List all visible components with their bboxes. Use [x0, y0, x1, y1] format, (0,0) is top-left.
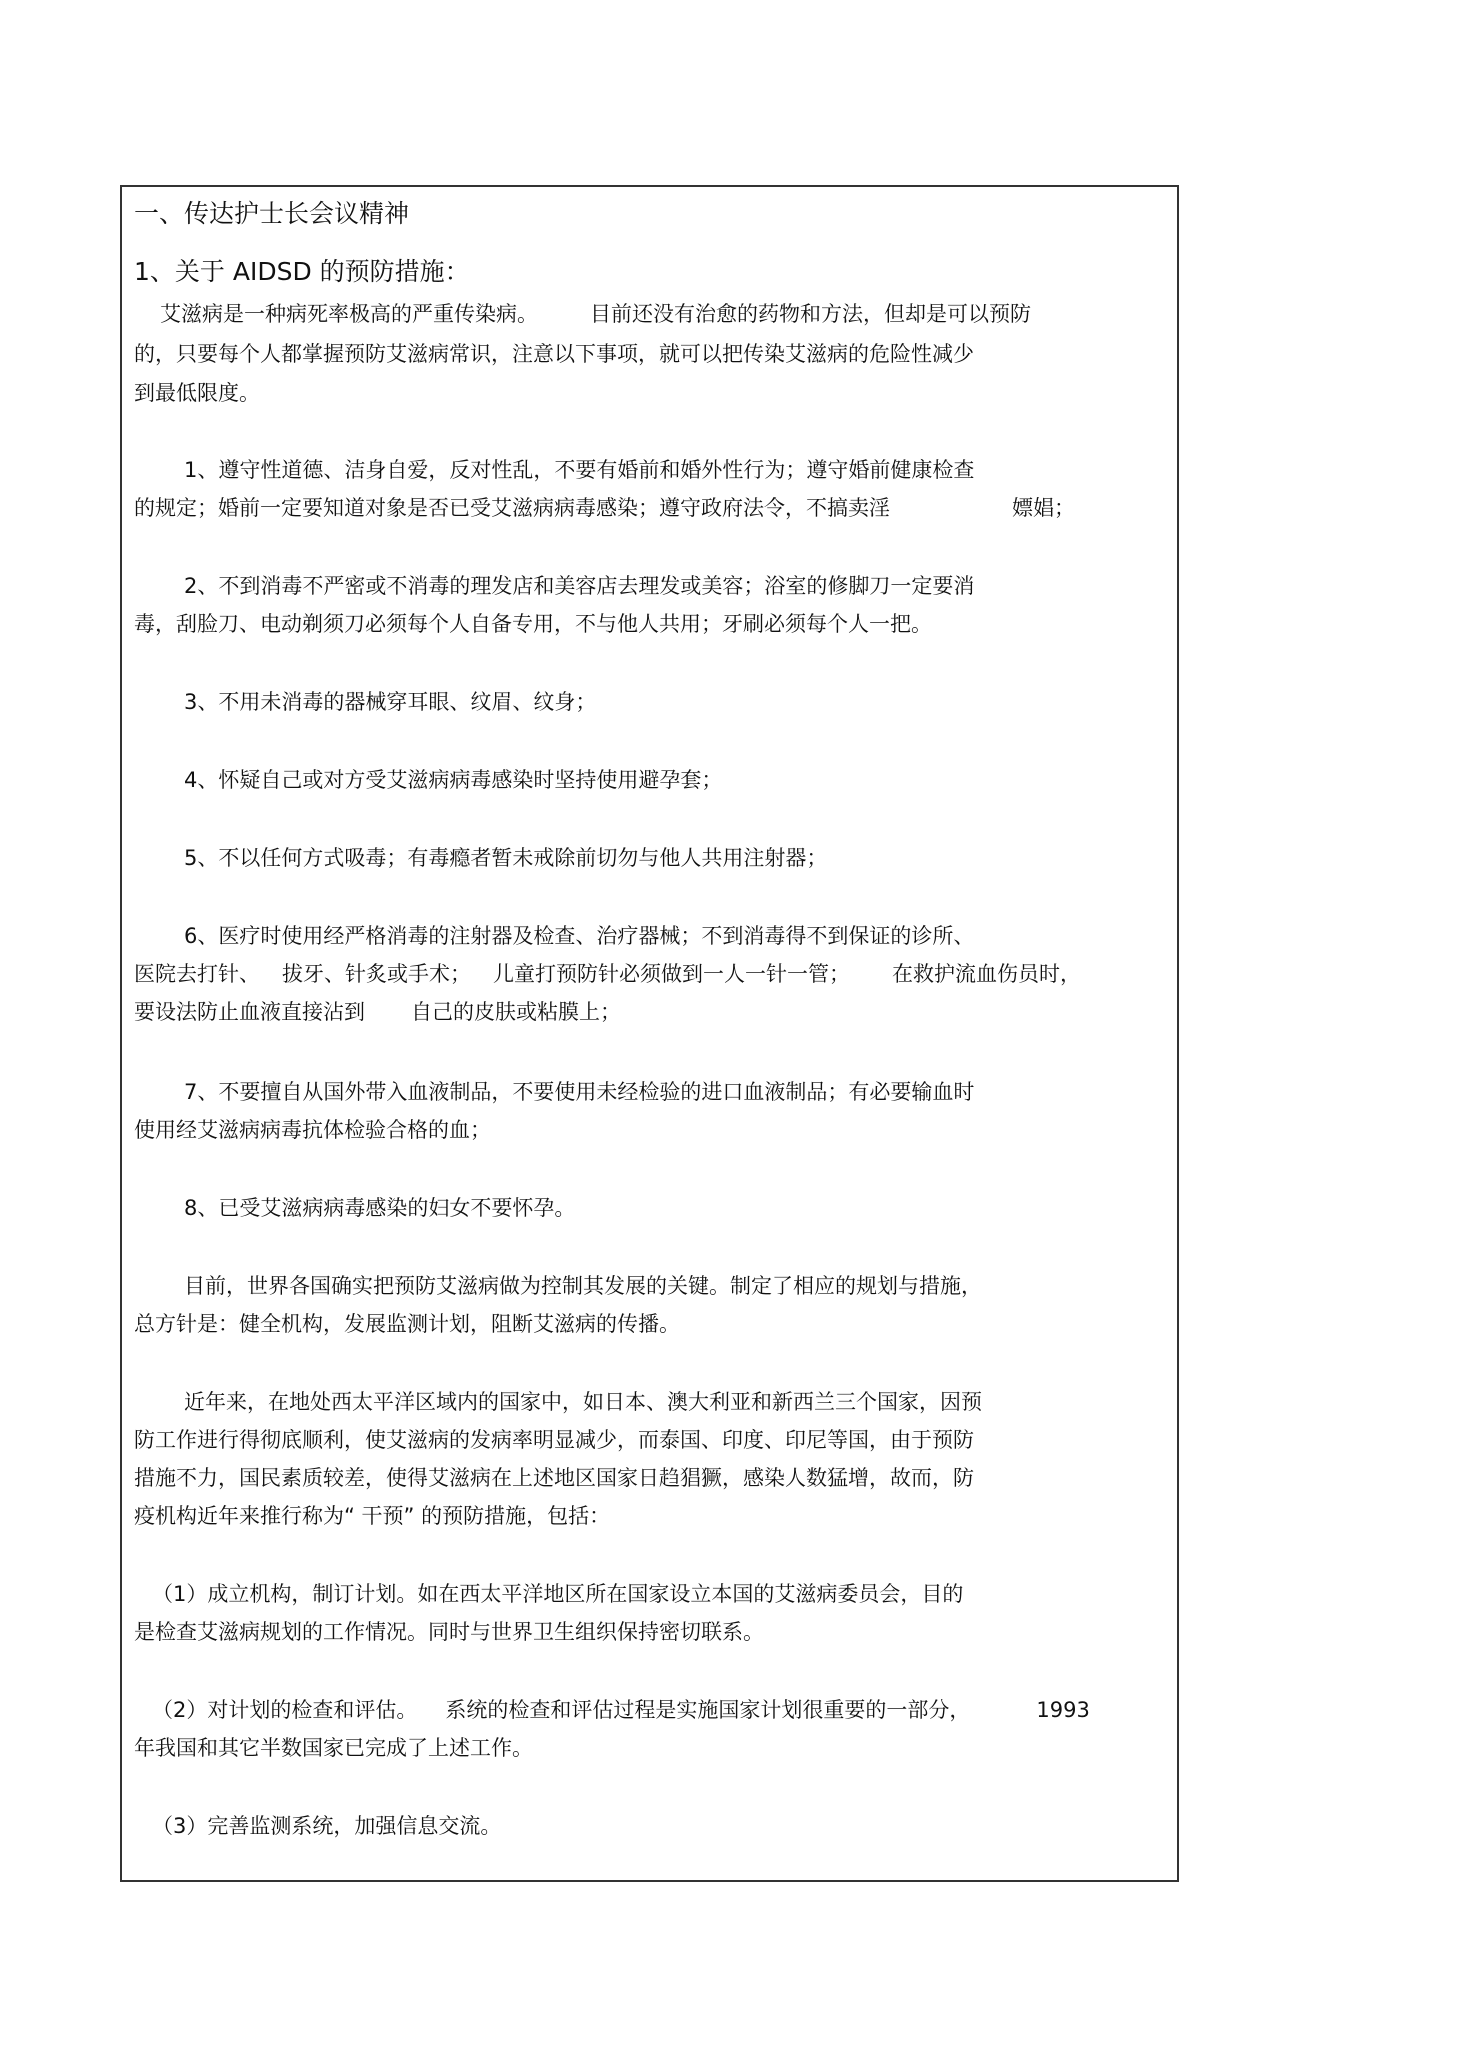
item-5: 5、不以任何方式吸毒；有毒瘾者暂未戒除前切勿与他人共用注射器；: [184, 846, 828, 870]
section-heading: 一、传达护士长会议精神: [134, 199, 410, 228]
item-4: 4、怀疑自己或对方受艾滋病病毒感染时坚持使用避孕套；: [184, 768, 723, 792]
measure-2-text-b: 系统的检查和评估过程是实施国家计划很重要的一部分，: [445, 1698, 971, 1722]
item-7-line-1: 7、不要擅自从国外带入血液制品，不要使用未经检验的进口血液制品；有必要输血时: [184, 1080, 975, 1104]
intro-line-2: 的，只要每个人都掌握预防艾滋病常识，注意以下事项，就可以把传染艾滋病的危险性减少: [134, 342, 974, 366]
intro-line-1: [160, 299, 1031, 329]
item-8: 8、已受艾滋病病毒感染的妇女不要怀孕。: [184, 1196, 576, 1220]
item-2-line-2: 毒，刮脸刀、电动剃须刀必须每个人自备专用，不与他人共用；牙刷必须每个人一把。: [134, 612, 932, 636]
item-6-line-1: 6、医疗时使用经严格消毒的注射器及检查、治疗器械；不到消毒得不到保证的诊所、: [184, 924, 975, 948]
item-2-line-1: 2、不到消毒不严密或不消毒的理发店和美容店去理发或美容；浴室的修脚刀一定要消: [184, 574, 975, 598]
item-1-line-1: 1、遵守性道德、洁身自爱，反对性乱，不要有婚前和婚外性行为；遵守婚前健康检查: [184, 458, 975, 482]
item-6-text-e: 要设法防止血液直接沾到: [134, 1000, 365, 1024]
recent-para-line-4: 疫机构近年来推行称为“ 干预” 的预防措施，包括：: [134, 1504, 611, 1528]
intro-line-3: 到最低限度。: [134, 381, 260, 405]
item-6-line-3: [134, 997, 621, 1027]
recent-para-line-2: 防工作进行得彻底顺利，使艾滋病的发病率明显减少，而泰国、印度、印尼等国，由于预防: [134, 1428, 974, 1452]
measure-2-line-1: [152, 1695, 1090, 1725]
now-para-line-2: 总方针是：健全机构，发展监测计划，阻断艾滋病的传播。: [134, 1312, 680, 1336]
recent-para-line-3: 措施不力，国民素质较差，使得艾滋病在上述地区国家日趋猖獗，感染人数猛增，故而，防: [134, 1466, 974, 1490]
recent-para-line-1: 近年来，在地处西太平洋区域内的国家中，如日本、澳大利亚和新西兰三个国家，因预: [184, 1390, 982, 1414]
item-6-text-d: 在救护流血伤员时，: [892, 962, 1081, 986]
now-para-line-1: 目前，世界各国确实把预防艾滋病做为控制其发展的关键。制定了相应的规划与措施，: [184, 1274, 982, 1298]
item-7-line-2: 使用经艾滋病病毒抗体检验合格的血；: [134, 1118, 491, 1142]
item-6-text-b: 拔牙、针炙或手术；: [282, 962, 471, 986]
item-6-text-c: 儿童打预防针必须做到一人一针一管；: [493, 962, 850, 986]
measure-3: （3）完善监测系统，加强信息交流。: [152, 1814, 502, 1838]
item-1-line-2: [134, 493, 1075, 523]
content-frame: [120, 185, 1179, 1882]
item-6-text-f: 自己的皮肤或粘膜上；: [411, 1000, 621, 1024]
measure-1-line-2: 是检查艾滋病规划的工作情况。同时与世界卫生组织保持密切联系。: [134, 1620, 764, 1644]
item-6-line-2: [134, 959, 1081, 989]
measure-2-line-2: 年我国和其它半数国家已完成了上述工作。: [134, 1736, 533, 1760]
item-6-text-a: 医院去打针、: [134, 962, 260, 986]
intro-text-b: 目前还没有治愈的药物和方法，但却是可以预防: [590, 302, 1031, 326]
subsection-heading: 1、关于 AIDSD 的预防措施：: [134, 257, 470, 286]
measure-1-line-1: （1）成立机构，制订计划。如在西太平洋地区所在国家设立本国的艾滋病委员会，目的: [152, 1582, 964, 1606]
intro-text-a: 艾滋病是一种病死率极高的严重传染病。: [160, 302, 538, 326]
measure-2-text-a: （2）对计划的检查和评估。: [152, 1698, 418, 1722]
item-1-text-b: 嫖娼；: [1012, 496, 1075, 520]
measure-2-year: 1993: [1036, 1698, 1090, 1722]
item-1-text-a: 的规定；婚前一定要知道对象是否已受艾滋病病毒感染；遵守政府法令，不搞卖淫: [134, 496, 890, 520]
item-3: 3、不用未消毒的器械穿耳眼、纹眉、纹身；: [184, 690, 597, 714]
